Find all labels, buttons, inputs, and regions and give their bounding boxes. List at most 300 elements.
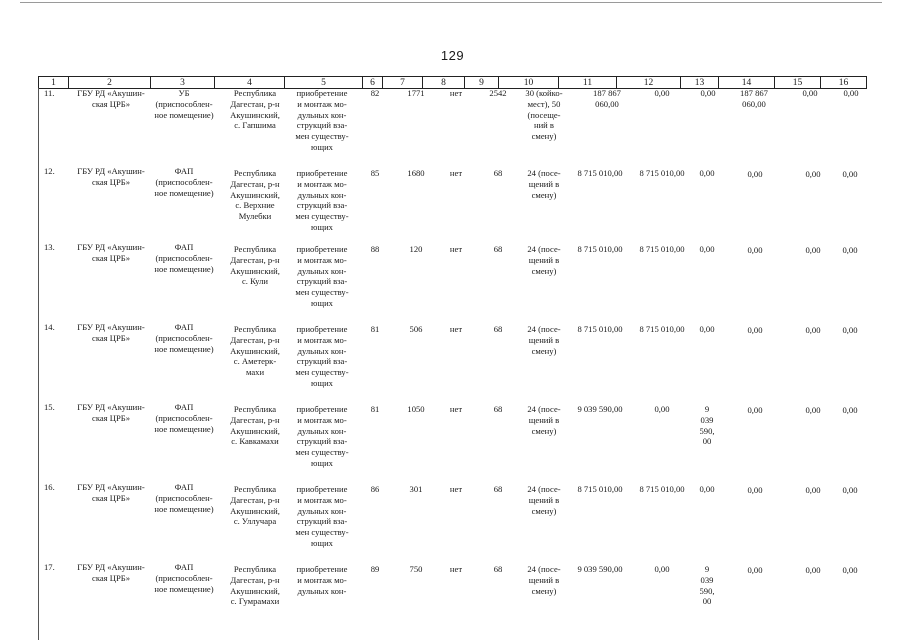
cell-line: щений в [528, 574, 560, 585]
cell-line: мен существу- [295, 447, 349, 458]
cell-c13 [692, 484, 722, 495]
cell-line: 0,00 [654, 564, 670, 574]
cell-c14 [722, 405, 788, 416]
cell-type [150, 166, 218, 198]
cell-line: струкций вза- [296, 200, 348, 211]
cell-c8: нет [449, 244, 463, 254]
cell-line: с. Кули [241, 276, 268, 287]
cell-c16: 0,00 [842, 169, 858, 179]
cell-line: Мулебки [238, 211, 272, 222]
cell-line: и монтаж мо- [297, 334, 347, 345]
cell-line: 0,00 [700, 88, 716, 98]
cell-line: 590, [699, 425, 715, 436]
cell-org [70, 562, 152, 584]
cell-c11 [580, 88, 634, 110]
cell-line: 9 [704, 564, 710, 574]
cell-line: и монтаж мо- [297, 254, 347, 265]
header-col-1: 1 [39, 77, 69, 89]
cell-c10 [518, 88, 570, 142]
cell-c11 [570, 564, 630, 575]
cell-c9: 68 [493, 168, 503, 178]
cell-type [150, 482, 218, 514]
cell-line: ющих [311, 457, 333, 468]
cell-c14 [722, 245, 788, 256]
cell-line: струкций вза- [296, 516, 348, 527]
cell-line: 8 715 010,00 [639, 244, 685, 254]
cell-c7: 301 [409, 484, 423, 494]
cell-num: 11. [44, 88, 55, 98]
cell-c9: 2542 [489, 88, 507, 98]
cell-c15: 0,00 [802, 88, 818, 98]
cell-line: 0,00 [654, 404, 670, 414]
cell-c10 [518, 404, 570, 436]
cell-c10 [518, 324, 570, 356]
cell-line: Акушинский, [230, 189, 280, 200]
cell-c9: 68 [493, 564, 503, 574]
cell-line: смену) [531, 425, 557, 436]
header-col-11: 11 [559, 77, 617, 89]
cell-c6: 81 [370, 404, 380, 414]
cell-c8: нет [449, 168, 463, 178]
cell-c7: 750 [409, 564, 423, 574]
cell-c15: 0,00 [805, 325, 821, 335]
cell-c9: 68 [493, 404, 503, 414]
cell-line: (приспособлен- [155, 412, 213, 423]
cell-line: смену) [531, 505, 557, 516]
page-number: 129 [440, 48, 465, 63]
cell-line: Дагестан, р-н [230, 254, 280, 265]
cell-line: приобретение [296, 244, 348, 254]
cell-line: дульных кон- [297, 585, 347, 596]
cell-line: ющих [311, 141, 333, 152]
cell-line: мест), 50 [527, 98, 561, 109]
cell-line: 24 (посе- [527, 168, 561, 178]
cell-c16: 0,00 [843, 88, 859, 98]
cell-num: 17. [44, 562, 55, 572]
cell-org [70, 166, 152, 188]
cell-line: 8 715 010,00 [639, 168, 685, 178]
cell-line: с. Гумрамахи [230, 596, 280, 607]
cell-c16: 0,00 [842, 245, 858, 255]
cell-c14 [722, 325, 788, 336]
cell-line: ющих [311, 377, 333, 388]
cell-org [70, 482, 152, 504]
cell-line: ГБУ РД «Акушин- [77, 88, 145, 98]
cell-line: Акушинский, [230, 109, 280, 120]
cell-line: (приспособлен- [155, 492, 213, 503]
cell-line: УБ [178, 88, 190, 98]
cell-c16: 0,00 [842, 325, 858, 335]
cell-line: приобретение [296, 564, 348, 574]
cell-line: щений в [528, 414, 560, 425]
cell-c12 [632, 404, 692, 415]
cell-line: Дагестан, р-н [230, 494, 280, 505]
cell-line: ющих [311, 297, 333, 308]
cell-c13 [692, 404, 722, 447]
cell-line: ГБУ РД «Акушин- [77, 482, 145, 492]
cell-line: щений в [528, 178, 560, 189]
cell-line: струкций вза- [296, 436, 348, 447]
cell-type [150, 402, 218, 434]
cell-line: щений в [528, 334, 560, 345]
cell-line: 8 715 010,00 [577, 324, 623, 334]
cell-c12 [632, 484, 692, 495]
table-row [0, 324, 905, 404]
cell-line: 24 (посе- [527, 484, 561, 494]
cell-c15: 0,00 [805, 169, 821, 179]
cell-org [70, 322, 152, 344]
cell-line: струкций вза- [296, 276, 348, 287]
cell-c12 [632, 564, 692, 575]
cell-line: мен существу- [295, 287, 349, 298]
cell-line: смену) [531, 189, 557, 200]
cell-line: 00 [702, 436, 712, 447]
cell-line: махи [245, 367, 265, 378]
cell-c7: 120 [409, 244, 423, 254]
cell-num: 14. [44, 322, 55, 332]
cell-line: с. Аметерк- [233, 356, 277, 367]
header-col-5: 5 [285, 77, 363, 89]
cell-line: ное помещение) [154, 187, 214, 198]
cell-work [290, 404, 354, 469]
cell-line: мен существу- [295, 131, 349, 142]
cell-c8: нет [449, 324, 463, 334]
cell-line: ное помещение) [154, 263, 214, 274]
cell-line: 039 [700, 414, 714, 425]
cell-line: и монтаж мо- [297, 574, 347, 585]
cell-line: 060,00 [595, 98, 619, 109]
cell-line: 060,00 [742, 98, 766, 109]
cell-line: дульных кон- [297, 505, 347, 516]
cell-line: дульных кон- [297, 425, 347, 436]
cell-type [150, 88, 218, 120]
cell-line: дульных кон- [297, 189, 347, 200]
cell-line: Дагестан, р-н [230, 334, 280, 345]
header-col-8: 8 [423, 77, 465, 89]
cell-work [290, 168, 354, 233]
cell-line: 0,00 [747, 325, 763, 335]
cell-c6: 88 [370, 244, 380, 254]
cell-type [150, 322, 218, 354]
cell-line: ФАП [174, 402, 194, 412]
header-col-6: 6 [363, 77, 383, 89]
cell-line: Республика [233, 88, 277, 98]
cell-c16: 0,00 [842, 485, 858, 495]
cell-line: 0,00 [747, 245, 763, 255]
table-row [0, 88, 905, 168]
cell-type [150, 562, 218, 594]
cell-line: ГБУ РД «Акушин- [77, 402, 145, 412]
scan-top-edge-line [20, 2, 882, 3]
cell-org [70, 402, 152, 424]
cell-line: Акушинский, [230, 505, 280, 516]
cell-line: дульных кон- [297, 109, 347, 120]
cell-c13 [692, 168, 722, 179]
cell-num: 13. [44, 242, 55, 252]
cell-c7: 1050 [407, 404, 425, 414]
cell-line: ская ЦРБ» [92, 572, 130, 583]
cell-c13 [690, 88, 726, 99]
table-body [0, 88, 905, 640]
cell-c6: 86 [370, 484, 380, 494]
cell-line: дульных кон- [297, 345, 347, 356]
cell-line: и монтаж мо- [297, 494, 347, 505]
cell-line: приобретение [296, 484, 348, 494]
cell-line: ное помещение) [154, 503, 214, 514]
cell-c12 [640, 88, 684, 99]
cell-c8: нет [449, 88, 463, 98]
cell-line: (приспособлен- [155, 252, 213, 263]
cell-line: дульных кон- [297, 265, 347, 276]
cell-line: 24 (посе- [527, 244, 561, 254]
cell-line: ное помещение) [154, 583, 214, 594]
cell-c9: 68 [493, 484, 503, 494]
cell-line: Дагестан, р-н [230, 178, 280, 189]
cell-c11 [570, 484, 630, 495]
cell-line: Республика [233, 484, 277, 494]
table-row [0, 244, 905, 324]
cell-line: ГБУ РД «Акушин- [77, 562, 145, 572]
header-col-15: 15 [775, 77, 821, 89]
cell-line: с. Гапшима [234, 120, 276, 131]
cell-line: ская ЦРБ» [92, 98, 130, 109]
cell-c10 [518, 244, 570, 276]
cell-location [220, 324, 290, 378]
cell-line: мен существу- [295, 367, 349, 378]
cell-line: приобретение [296, 168, 348, 178]
cell-line: ская ЦРБ» [92, 252, 130, 263]
cell-line: смену) [531, 345, 557, 356]
cell-line: 9 [704, 404, 710, 414]
cell-line: щений в [528, 494, 560, 505]
cell-line: ФАП [174, 322, 194, 332]
cell-work [290, 88, 354, 153]
cell-c13 [692, 564, 722, 607]
cell-line: смену) [531, 131, 557, 142]
header-col-7: 7 [383, 77, 423, 89]
cell-c6: 85 [370, 168, 380, 178]
cell-c11 [570, 168, 630, 179]
cell-line: 00 [702, 596, 712, 607]
cell-c14 [730, 88, 778, 110]
header-col-4: 4 [215, 77, 285, 89]
cell-c10 [518, 168, 570, 200]
cell-work [290, 244, 354, 309]
cell-c8: нет [449, 404, 463, 414]
header-row [39, 77, 867, 89]
cell-c14 [722, 565, 788, 576]
table-row [0, 168, 905, 248]
cell-line: приобретение [296, 404, 348, 414]
cell-line: ное помещение) [154, 423, 214, 434]
cell-num: 15. [44, 402, 55, 412]
cell-line: (приспособлен- [155, 98, 213, 109]
cell-line: 187 867 [593, 88, 621, 98]
cell-line: 24 (посе- [527, 404, 561, 414]
cell-line: мен существу- [295, 211, 349, 222]
cell-line: 0,00 [747, 485, 763, 495]
cell-line: 0,00 [699, 484, 715, 494]
cell-line: струкций вза- [296, 356, 348, 367]
cell-line: Дагестан, р-н [230, 574, 280, 585]
cell-c7: 1680 [407, 168, 425, 178]
cell-line: с. Кавкамахи [231, 436, 279, 447]
cell-line: ФАП [174, 242, 194, 252]
cell-line: Республика [233, 324, 277, 334]
cell-line: Республика [233, 168, 277, 178]
cell-line: (посеще- [527, 109, 561, 120]
cell-line: 8 715 010,00 [577, 168, 623, 178]
cell-c15: 0,00 [805, 565, 821, 575]
cell-c8: нет [449, 484, 463, 494]
cell-type [150, 242, 218, 274]
cell-location [220, 484, 290, 527]
cell-c9: 68 [493, 324, 503, 334]
cell-location [220, 564, 290, 607]
cell-c10 [518, 484, 570, 516]
cell-line: смену) [531, 585, 557, 596]
header-col-10: 10 [499, 77, 559, 89]
cell-c8: нет [449, 564, 463, 574]
cell-line: 0,00 [747, 169, 763, 179]
cell-line: смену) [531, 265, 557, 276]
cell-line: 0,00 [699, 168, 715, 178]
cell-line: ющих [311, 221, 333, 232]
cell-line: ГБУ РД «Акушин- [77, 166, 145, 176]
cell-line: Акушинский, [230, 345, 280, 356]
cell-location [220, 168, 290, 222]
cell-line: ская ЦРБ» [92, 332, 130, 343]
cell-c6: 89 [370, 564, 380, 574]
cell-line: Республика [233, 244, 277, 254]
cell-line: 590, [699, 585, 715, 596]
table-row [0, 404, 905, 484]
cell-line: ГБУ РД «Акушин- [77, 242, 145, 252]
cell-c15: 0,00 [805, 405, 821, 415]
cell-c6: 82 [370, 88, 380, 98]
cell-location [220, 404, 290, 447]
cell-line: ное помещение) [154, 109, 214, 120]
cell-c13 [692, 324, 722, 335]
cell-line: ФАП [174, 482, 194, 492]
cell-line: и монтаж мо- [297, 414, 347, 425]
table-row [0, 564, 905, 644]
table-row [0, 484, 905, 564]
header-col-14: 14 [719, 77, 775, 89]
cell-line: 8 715 010,00 [577, 244, 623, 254]
cell-line: (приспособлен- [155, 176, 213, 187]
cell-line: Дагестан, р-н [230, 414, 280, 425]
cell-line: струкций вза- [296, 120, 348, 131]
cell-line: Акушинский, [230, 585, 280, 596]
cell-c12 [632, 324, 692, 335]
cell-line: 8 715 010,00 [639, 484, 685, 494]
cell-c7: 1771 [407, 88, 425, 98]
cell-line: ФАП [174, 166, 194, 176]
cell-c16: 0,00 [842, 405, 858, 415]
cell-c9: 68 [493, 244, 503, 254]
cell-line: и монтаж мо- [297, 178, 347, 189]
cell-location [220, 244, 290, 287]
cell-line: (приспособлен- [155, 332, 213, 343]
cell-c6: 81 [370, 324, 380, 334]
cell-work [290, 564, 354, 596]
cell-line: ская ЦРБ» [92, 492, 130, 503]
cell-work [290, 484, 354, 549]
header-col-13: 13 [681, 77, 719, 89]
cell-line: 0,00 [654, 88, 670, 98]
cell-org [70, 88, 152, 110]
cell-line: Дагестан, р-н [230, 98, 280, 109]
cell-c11 [570, 244, 630, 255]
cell-work [290, 324, 354, 389]
cell-c11 [570, 324, 630, 335]
cell-line: Акушинский, [230, 265, 280, 276]
cell-c11 [570, 404, 630, 415]
cell-line: 9 039 590,00 [577, 404, 623, 414]
cell-line: Республика [233, 404, 277, 414]
cell-c15: 0,00 [805, 245, 821, 255]
cell-line: 0,00 [747, 565, 763, 575]
cell-line: ская ЦРБ» [92, 412, 130, 423]
cell-num: 16. [44, 482, 55, 492]
cell-line: 187 867 [740, 88, 768, 98]
cell-line: ская ЦРБ» [92, 176, 130, 187]
cell-c14 [722, 169, 788, 180]
cell-line: 0,00 [747, 405, 763, 415]
cell-c16: 0,00 [842, 565, 858, 575]
cell-location [220, 88, 290, 131]
cell-line: 8 715 010,00 [639, 324, 685, 334]
cell-line: 039 [700, 574, 714, 585]
cell-line: ФАП [174, 562, 194, 572]
cell-line: приобретение [296, 88, 348, 98]
header-col-12: 12 [617, 77, 681, 89]
cell-c12 [632, 244, 692, 255]
cell-line: Акушинский, [230, 425, 280, 436]
cell-line: с. Уллучара [233, 516, 277, 527]
cell-num: 12. [44, 166, 55, 176]
cell-line: ющих [311, 537, 333, 548]
cell-line: 0,00 [699, 244, 715, 254]
cell-c14 [722, 485, 788, 496]
cell-line: ГБУ РД «Акушин- [77, 322, 145, 332]
cell-line: и монтаж мо- [297, 98, 347, 109]
cell-c12 [632, 168, 692, 179]
cell-c13 [692, 244, 722, 255]
cell-line: 0,00 [699, 324, 715, 334]
cell-line: ное помещение) [154, 343, 214, 354]
cell-line: 8 715 010,00 [577, 484, 623, 494]
cell-line: 24 (посе- [527, 564, 561, 574]
cell-line: Республика [233, 564, 277, 574]
cell-line: 24 (посе- [527, 324, 561, 334]
header-col-2: 2 [69, 77, 151, 89]
cell-line: ний в [533, 120, 554, 131]
header-col-16: 16 [821, 77, 867, 89]
cell-c15: 0,00 [805, 485, 821, 495]
cell-line: (приспособлен- [155, 572, 213, 583]
cell-line: с. Верхние [235, 200, 275, 211]
cell-org [70, 242, 152, 264]
header-col-9: 9 [465, 77, 499, 89]
cell-line: 9 039 590,00 [577, 564, 623, 574]
header-col-3: 3 [151, 77, 215, 89]
cell-c10 [518, 564, 570, 596]
cell-line: щений в [528, 254, 560, 265]
cell-line: 30 (койко- [525, 88, 563, 98]
cell-line: мен существу- [295, 527, 349, 538]
